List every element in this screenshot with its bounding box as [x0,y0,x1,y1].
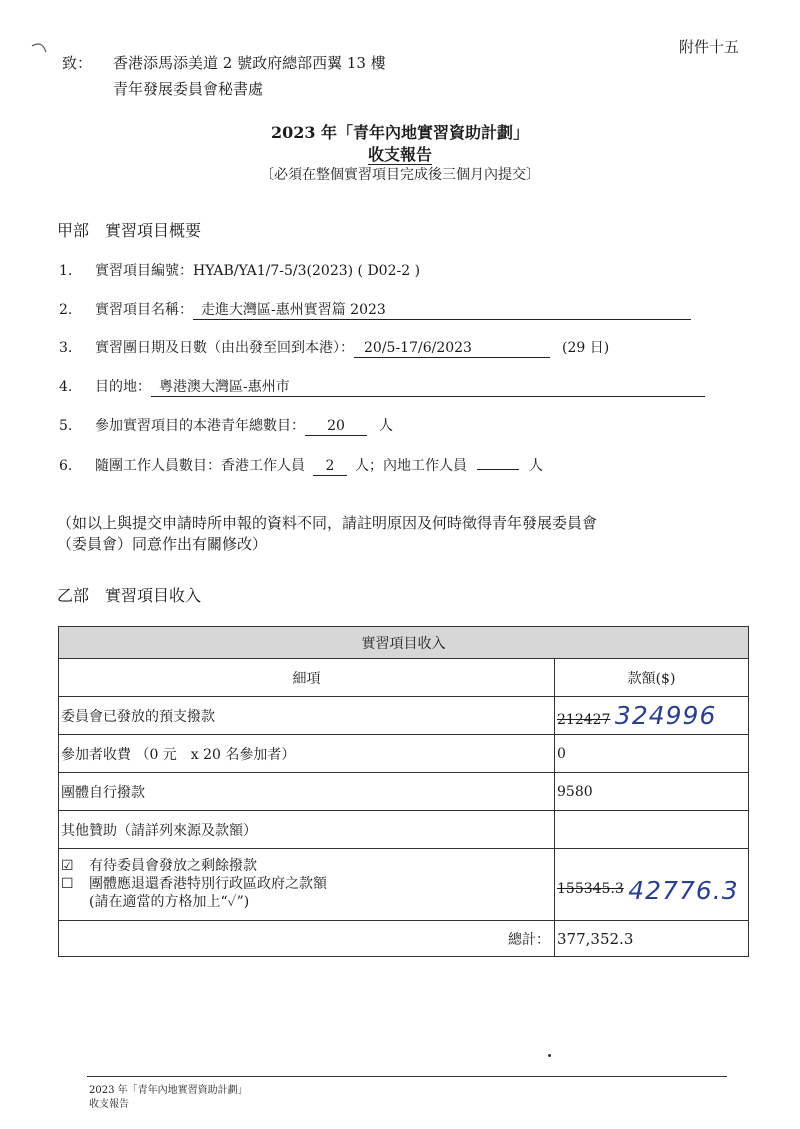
row-self-fund-item: 團體自行撥款 [59,773,555,811]
balance-struck-amount: 155345.3 [557,881,624,897]
address-line1: 香港添馬添美道 2 號政府總部西翼 13 樓 [113,54,386,72]
stray-dot [548,1054,551,1057]
option-remaining-grant: 有待委員會發放之剩餘撥款 [89,857,257,874]
row-advance-item: 委員會已發放的預支撥款 [59,697,555,735]
table-row [59,849,749,921]
total-amount: 377,352.3 [555,921,749,957]
balance-handwritten-amount: 42776.3 [628,876,739,905]
report-subtitle: 收支報告 [367,145,432,164]
row-self-fund-amount: 9580 [555,773,749,811]
table-row [59,773,749,811]
row-fee-amount: 0 [555,735,749,773]
dates-value: 20/5-17/6/2023 [354,339,550,358]
to-label: 致： [62,54,93,72]
change-note-line2: （委員會）同意作出有關修改） [57,535,268,553]
punch-hole-mark [30,40,50,66]
table-row [59,697,749,735]
mainland-staff-value [477,469,519,470]
col-amount-header: 款額($) [555,659,749,697]
checkbox-refund[interactable]: ☐ [61,875,74,892]
item-staff: 6. 隨團工作人員數目：香港工作人員 2 人；內地工作人員 人 [59,458,543,474]
report-title: 2023 年「青年內地實習資助計劃」 [270,123,530,142]
item-destination: 4. 目的地： 粵港澳大灣區-惠州市 [59,377,705,397]
project-name-value: 走進大灣區-惠州實習篇 2023 [193,301,691,320]
col-item-header: 細項 [59,659,555,697]
table-title: 實習項目收入 [59,627,749,659]
row-sponsor-item: 其他贊助（請詳列來源及款額） [59,811,555,849]
checkbox-hint: (請在適當的方格加上“✓”) [89,893,250,910]
item-participants: 5. 參加實習項目的本港青年總數目： 20 人 [59,418,393,434]
row-sponsor-amount [555,811,749,849]
participants-value: 20 [305,417,367,436]
item-project-code: 1. 實習項目編號：HYAB/YA1/7-5/3(2023) ( D02-2 ) [59,263,421,279]
table-row [59,735,749,773]
advance-handwritten-amount: 324996 [614,701,717,730]
item-project-name: 2. 實習項目名稱： 走進大灣區-惠州實習篇 2023 [59,300,691,320]
total-label: 總計： [59,921,555,957]
item-dates: 3. 實習團日期及日數（由出發至回到本港）： 20/5-17/6/2023 (29 日) [59,340,610,356]
days-value: (29 日) [562,340,610,356]
part-a-heading: 甲部 實習項目概要 [57,221,202,240]
checkbox-remaining-grant[interactable]: ☑ [61,857,74,874]
footer-line2: 收支報告 [89,1099,129,1110]
hk-staff-value: 2 [313,457,347,476]
change-note-line1: （如以上與提交申請時所申報的資料不同，請註明原因及何時徵得青年發展委員會 [57,514,598,532]
income-table [58,626,749,957]
footer-line1: 2023 年「青年內地實習資助計劃」 [89,1085,248,1096]
submission-note: 〔必須在整個實習項目完成後三個月內提交〕 [260,167,540,183]
table-row [59,921,749,957]
option-refund: 團體應退還香港特別行政區政府之款額 [89,875,327,892]
annex-label: 附件十五 [679,38,740,56]
address-line2: 青年發展委員會秘書處 [113,80,264,98]
row-fee-item: 參加者收費 （0 元 x 20 名參加者） [59,735,555,773]
footer-divider [87,1076,727,1077]
table-row [59,811,749,849]
part-b-heading: 乙部 實習項目收入 [57,586,202,605]
advance-struck-amount: 212427 [557,712,611,728]
destination-value: 粵港澳大灣區-惠州市 [151,378,705,397]
